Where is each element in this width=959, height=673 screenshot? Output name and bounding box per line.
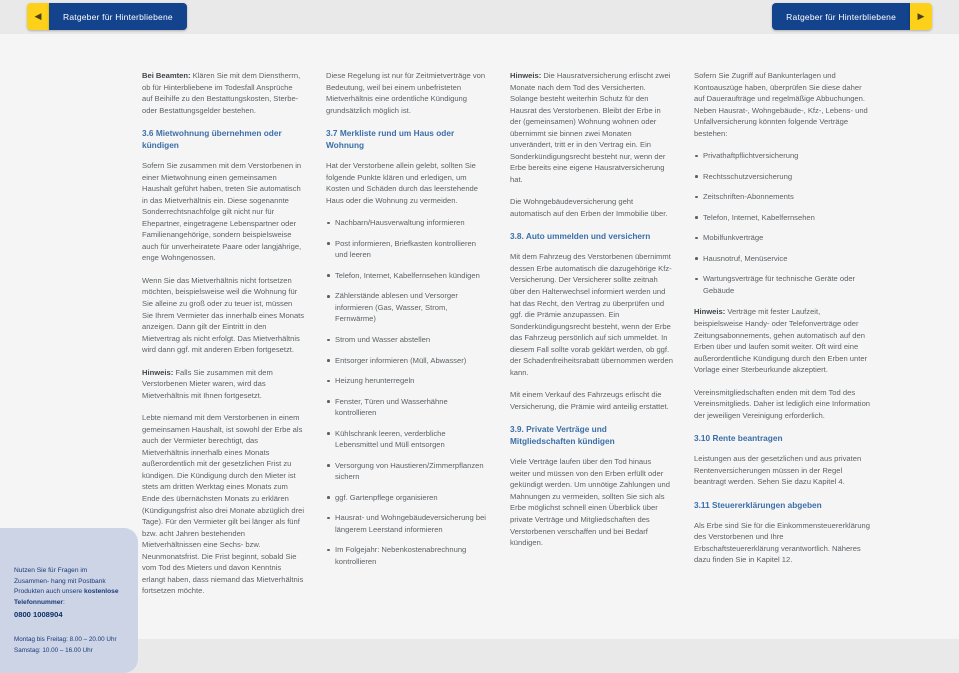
paragraph-beamten [142, 70, 305, 116]
list-item: Mobilfunkverträge [694, 232, 870, 244]
paragraph-hinweis-hausrat [510, 70, 673, 185]
column-4 [694, 70, 870, 640]
document-page [0, 34, 959, 654]
previous-chapter-tab[interactable]: Ratgeber für Hinterbliebene [49, 3, 187, 30]
next-chapter-tab[interactable]: Ratgeber für Hinterbliebene [772, 3, 910, 30]
lead-in-hinweis-hausrat: Hinweis: [510, 71, 542, 80]
top-navigation-bar [0, 0, 959, 34]
heading-3-10: 3.10 Rente beantragen [694, 433, 783, 444]
list-item: Hausrat- und Wohngebäudeversicherung bei längerem Leerstand informieren [326, 512, 489, 535]
column-2 [326, 70, 489, 640]
contact-info-box [0, 528, 138, 673]
list-item: Heizung herunterregeln [326, 375, 489, 387]
heading-3-6: 3.6 Mietwohnung übernehmen oder kündigen [142, 128, 282, 151]
list-item: Im Folgejahr: Nebenkostenabrechnung kontrollieren [326, 544, 489, 567]
paragraph-fahrzeugverkauf: Mit einem Verkauf des Fahrzeugs erlischt die Versicherung, die Prämie wird anteilig erstattet. [510, 390, 669, 411]
chevron-right-icon: ▶ [917, 11, 925, 21]
hours-saturday: Samstag: 10.00 – 16.00 Uhr [14, 646, 93, 654]
heading-3-8: 3.8. Auto ummelden und versichern [510, 231, 651, 242]
paragraph-hinweis-laufzeit [694, 306, 870, 375]
list-item: Hausnotruf, Menüservice [694, 253, 870, 265]
contact-intro [14, 566, 120, 609]
list-item: Rechtsschutzversicherung [694, 171, 870, 183]
contact-phone-number[interactable]: 0800 1008904 [14, 609, 63, 619]
list-item: Fenster, Türen und Wasserhähne kontrollieren [326, 396, 489, 419]
vertraege-list [694, 150, 870, 296]
paragraph-hinweis-hausrat-text: Die Hausratversicherung erlischt zwei Monate nach dem Tod des Versicherten. Solange besteht weiterhin Schutz für den Hausrat des Verstorbenen. Bleibt der Erbe in der (gemeinsamen) Wohnung wohnen oder übernimmt sie binnen zwei Monaten unverändert, tritt er in den Vertrag ein. Ein Sonderkündigungsrecht besteht nur, wenn der Erbe bereits eine eigene Hausratversicherung hat. [510, 71, 671, 184]
list-item: Entsorger informieren (Müll, Abwasser) [326, 355, 489, 367]
heading-3-7: 3.7 Merkliste rund um Haus oder Wohnung [326, 128, 455, 151]
paragraph-merkliste-intro: Hat der Verstorbene allein gelebt, sollten Sie folgende Punkte klären und erledigen, um Kosten und Schäden durch das leerstehende Haus oder die Wohnung zu vermeiden. [326, 161, 478, 205]
paragraph-rente: Leistungen aus der gesetzlichen und aus privaten Rentenversicherungen müssen in der Regel beantragt werden. Sehen Sie dazu Kapitel 4. [694, 454, 862, 487]
heading-3-9: 3.9. Private Verträge und Mitgliedschaften kündigen [510, 424, 615, 447]
paragraph-private-vertraege: Viele Verträge laufen über den Tod hinaus weiter und müssen von den Erben erfüllt oder gekündigt werden. Um unnötige Zahlungen und Mahnungen zu vermeiden, sollten Sie sich als Erbe möglichst schnell einen Überblick über private Verträge und Mitgliedschaften des Verstorbenen verschaffen und bei Bedarf kündigen. [510, 457, 671, 548]
contact-intro-line-2: hang mit Postbank Produkten auch [14, 577, 106, 596]
list-item: ggf. Gartenpflege organisieren [326, 492, 489, 504]
contact-intro-colon: : [62, 599, 65, 607]
paragraph-beamten-text: Klären Sie mit dem Dienstherrn, ob für Hinterbliebene im Todesfall Ansprüche auf Beihilfe zu den Bestattungskosten, Sterbe- oder Bestattungsgelder bestehen. [142, 71, 301, 115]
list-item: Kühlschrank leeren, verderbliche Lebensmittel und Müll entsorgen [326, 428, 489, 451]
previous-page-button[interactable] [27, 3, 49, 30]
contact-intro-line-1: Nutzen Sie für Fragen im Zusammen- [14, 567, 88, 585]
paragraph-bankunterlagen: Sofern Sie Zugriff auf Bankunterlagen und Kontoauszüge haben, überprüfen Sie diese daher auf Daueraufträge und regelmäßige Abbuchungen. Neben Hausrat-, Wohngebäude-, Kfz-, Lebens- und Unfallversicherung könnten folgende Verträge bestehen: [694, 71, 868, 138]
contact-intro-emphasis: kostenlose Telefonnummer [14, 588, 119, 607]
paragraph-hinweis-mieter [142, 367, 305, 402]
paragraph-mietverhaeltnis-beenden: Wenn Sie das Mietverhältnis nicht fortsetzen möchten, beispielsweise weil die Wohnung für Sie alleine zu groß oder zu teuer ist, müssen Sie Ihrem Vermieter das innerhalb eines Monats anzeigen. Dann gilt der Eintritt in den Mietvertrag als nicht erfolgt. Das Mietverhältnis wird dann ggf. mit anderen Erben fortgesetzt. [142, 275, 305, 355]
paragraph-sonderrechtsnachfolge: Sofern Sie zusammen mit dem Verstorbenen in einer Mietwohnung einen gemeinsamen Haushalt geführt haben, treten Sie automatisch in das Mietverhältnis ein. Diese sogenannte Sonderrechtsnachfolge gilt nicht nur für Ehepartner, eingetragene Lebenspartner oder Familienangehörige, sondern beispielsweise auch für unverheiratete Paare oder langjährige, enge Wohngenossen. [142, 161, 302, 263]
list-item: Post informieren, Briefkasten kontrollieren und leeren [326, 238, 489, 261]
column-1 [142, 70, 305, 640]
lead-in-hinweis-laufzeit: Hinweis: [694, 307, 726, 317]
list-item: Wartungsverträge für technische Geräte oder Gebäude [694, 273, 870, 296]
paragraph-wohngebaeudeversicherung: Die Wohngebäudeversicherung geht automatisch auf den Erben der Immobilie über. [510, 197, 668, 218]
next-page-button[interactable] [910, 3, 932, 30]
next-navigation-group [772, 3, 932, 30]
hours-weekday: Montag bis Freitag: 8.00 – 20.00 Uhr [14, 635, 117, 643]
list-item: Nachbarn/Hausverwaltung informieren [326, 217, 489, 229]
contact-opening-hours [14, 634, 120, 656]
list-item: Versorgung von Haustieren/Zimmerpflanzen sichern [326, 460, 489, 483]
paragraph-hinweis-mieter-text: Falls Sie zusammen mit dem Verstorbenen Mieter waren, wird das Mietverhältnis mit Ihnen fortgesetzt. [142, 367, 273, 400]
list-item: Privathaftpflichtversicherung [694, 150, 870, 162]
contact-intro-line-3: unsere [62, 588, 85, 596]
paragraph-hinweis-laufzeit-text: Verträge mit fester Laufzeit, beispielsweise Handy- oder Telefonverträge oder Zeitungsabonnements, gehen automatisch auf den Erben über und laufen somit weiter. Oft wird eine außerordentliche Kündigung durch den Erben unter Vorlage einer Sterbeurkunde akzeptiert. [694, 307, 868, 375]
list-item: Zeitschriften-Abonnements [694, 191, 870, 203]
lead-in-hinweis-mieter: Hinweis: [142, 367, 174, 377]
lead-in-beamten: Bei Beamten: [142, 71, 191, 80]
column-3 [510, 70, 673, 640]
list-item: Strom und Wasser abstellen [326, 334, 489, 346]
paragraph-zeitmietvertrag: Diese Regelung ist nur für Zeitmietverträge von Bedeutung, weil bei einem unbefristeten Mietverhältnis eine ordentliche Kündigung grundsätzlich möglich ist. [326, 71, 486, 115]
paragraph-vereinsmitgliedschaften: Vereinsmitgliedschaften enden mit dem Tod des Vereinsmitglieds. Daher ist lediglich eine Information der jeweiligen Vereinigung erforderlich. [694, 387, 871, 420]
chevron-left-icon: ◀ [34, 11, 42, 21]
paragraph-steuererklaerung: Als Erbe sind Sie für die Einkommensteuererklärung des Verstorbenen und Ihre Erbschaftsteuererklärung verantwortlich. Näheres dazu finden Sie in Kapitel 12. [694, 520, 871, 565]
text-columns [142, 70, 932, 640]
heading-3-11: 3.11 Steuererklärungen abgeben [694, 499, 822, 510]
list-item: Telefon, Internet, Kabelfernsehen [694, 212, 870, 224]
previous-navigation-group [27, 3, 187, 30]
merkliste-list [326, 217, 489, 567]
paragraph-kuendigungsfristen: Lebte niemand mit dem Verstorbenen in einem gemeinsamen Haushalt, ist sowohl der Erbe als auch der Vermieter berechtigt, das Mietverhältnis innerhalb eines Monats außerordentlich mit der gesetzlichen Frist zu kündigen. Die Kündigung durch den Mieter ist stets am dritten Werktag eines Monats zum Ende des übernächsten Monats zu erklären (Kündigungsfrist also drei Monate abzüglich drei Tage). Für den Vermieter gilt bei länger als fünf bzw. acht Jahren bestehenden Mietverhältnissen eine Sechs- bzw. Neunmonatsfrist. Die Frist beginnt, sobald Sie vom Tod des Mieters und davon Kenntnis erlangt haben, dass niemand das Mietverhältnis fortsetzen möchte. [142, 413, 305, 596]
list-item: Zählerstände ablesen und Versorger informieren (Gas, Wasser, Strom, Fernwärme) [326, 290, 489, 325]
paragraph-kfz-versicherung: Mit dem Fahrzeug des Verstorbenen übernimmt dessen Erbe automatisch die dazugehörige Kfz-Versicherung. Der Versicherer sollte zeitnah über den Halterwechsel informiert werden und hat das Recht, den Vertrag zu überprüfen und ggf. die Prämie anzupassen. Ein Sonderkündigungsrecht besteht, wenn der Erbe das Fahrzeug persönlich auf sich ummeldet. In diesem Fall sollte vorab geklärt werden, ob ggf. der Schadenfreiheitsrabatt übernommen werden kann. [510, 252, 673, 377]
list-item: Telefon, Internet, Kabelfernsehen kündigen [326, 270, 489, 282]
